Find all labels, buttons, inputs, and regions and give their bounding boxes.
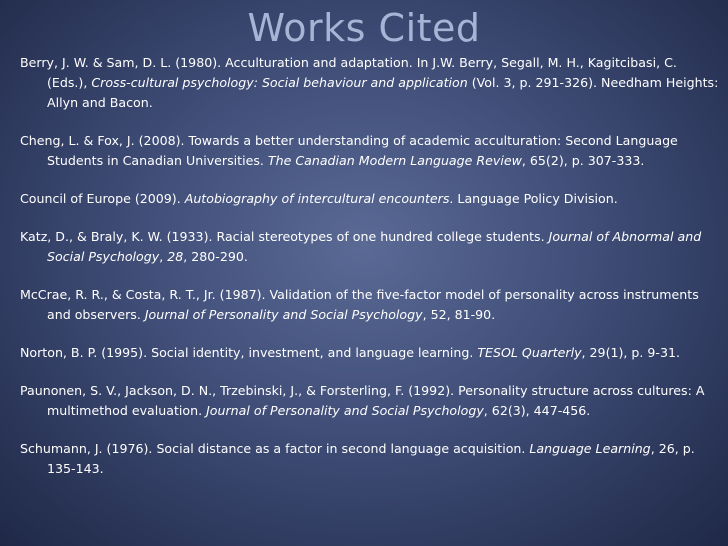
reference-text: Council of Europe (2009). bbox=[20, 191, 185, 206]
reference-item bbox=[20, 53, 720, 113]
reference-text: Norton, B. P. (1995). Social identity, investment, and language learning. bbox=[20, 345, 478, 360]
reference-item bbox=[20, 343, 720, 363]
reference-text: , 52, 81-90. bbox=[422, 307, 496, 322]
reference-italic: Journal of Personality and Social Psychology bbox=[144, 307, 423, 322]
reference-item bbox=[20, 439, 720, 479]
reference-item bbox=[20, 131, 720, 171]
reference-italic: Language Learning bbox=[529, 441, 651, 456]
reference-text: , 65(2), p. 307-333. bbox=[521, 153, 645, 168]
reference-item bbox=[20, 189, 720, 209]
reference-text: . Language Policy Division. bbox=[449, 191, 618, 206]
reference-text: Berry, J. W. & Sam, D. L. (1980). Acculturation and adaptation. In J.W. Berry, Segall, M. H., Kagitcibasi, C. (Eds.), bbox=[20, 55, 677, 90]
reference-text: , 62(3), 447-456. bbox=[483, 403, 591, 418]
reference-italic: Cross-cultural psychology: Social behaviour and application bbox=[91, 75, 468, 90]
reference-text: Paunonen, S. V., Jackson, D. N., Trzebinski, J., & Forsterling, F. (1992). Personality structure across cultures: A multimethod evaluation. bbox=[20, 383, 705, 418]
reference-text: (Vol. 3, p. 291-326). Needham Heights: Allyn and Bacon. bbox=[47, 75, 719, 110]
reference-item bbox=[20, 227, 720, 267]
reference-list bbox=[20, 53, 720, 497]
reference-item bbox=[20, 381, 720, 421]
reference-text: , bbox=[159, 249, 168, 264]
slide-title: Works Cited bbox=[247, 6, 481, 50]
reference-text: , 280-290. bbox=[183, 249, 248, 264]
reference-text: , 26, p. 135-143. bbox=[47, 441, 695, 476]
reference-text: Schumann, J. (1976). Social distance as a factor in second language acquisition. bbox=[20, 441, 530, 456]
reference-text: , 29(1), p. 9-31. bbox=[581, 345, 680, 360]
reference-italic: TESOL Quarterly bbox=[477, 345, 582, 360]
reference-text: Cheng, L. & Fox, J. (2008). Towards a better understanding of academic acculturation: Second Language Students in Canadian Universities. bbox=[20, 133, 678, 168]
reference-item bbox=[20, 285, 720, 325]
reference-italic: Autobiography of intercultural encounters bbox=[184, 191, 450, 206]
reference-text: Katz, D., & Braly, K. W. (1933). Racial stereotypes of one hundred college students. bbox=[20, 229, 549, 244]
reference-italic: The Canadian Modern Language Review bbox=[267, 153, 522, 168]
reference-italic: Journal of Abnormal and Social Psychology bbox=[47, 229, 702, 264]
reference-italic: 28 bbox=[167, 249, 184, 264]
reference-text: McCrae, R. R., & Costa, R. T., Jr. (1987). Validation of the five-factor model of personality across instruments and observers. bbox=[20, 287, 699, 322]
reference-italic: Journal of Personality and Social Psychology bbox=[206, 403, 484, 418]
